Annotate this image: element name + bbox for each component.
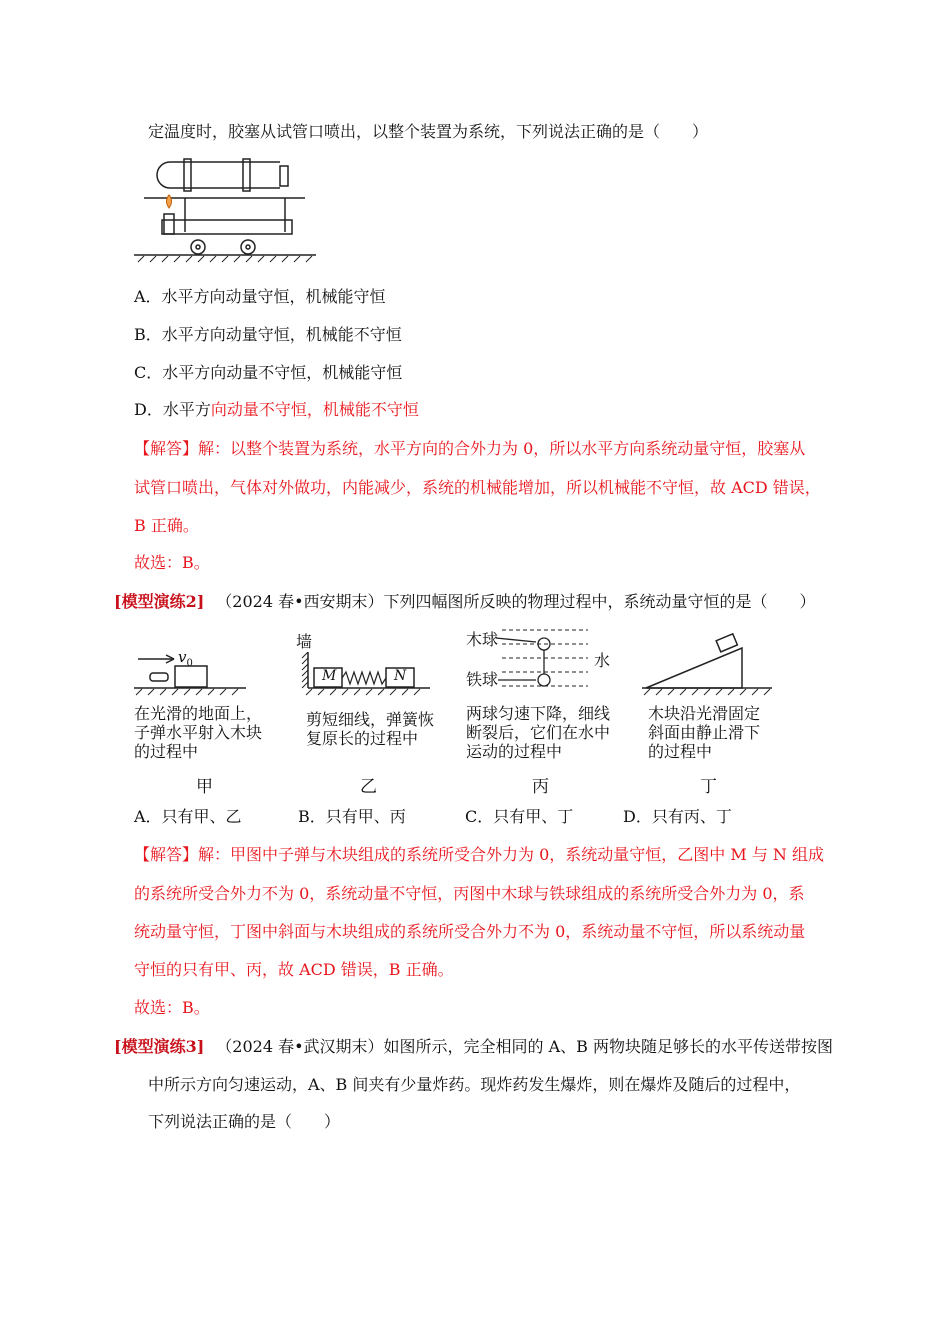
q2-option-a: A．只有甲、乙: [134, 807, 242, 826]
q1-intro: 定温度时，胶塞从试管口喷出，以整个装置为系统，下列说法正确的是（ ）: [148, 122, 709, 141]
fig-yi-diagram: [296, 652, 434, 698]
q3-line1: [114, 1036, 833, 1058]
fig-bing-water: 水: [594, 651, 611, 670]
fig-jia-label: 甲: [196, 777, 213, 797]
fig-yi-wall-label: 墙: [296, 632, 313, 651]
fig-yi-m: M: [322, 668, 337, 684]
q1-choice: 故选：B。: [134, 553, 210, 572]
fig-yi-caption: 剪短细线，弹簧恢 复原长的过程中: [306, 710, 435, 748]
q2-answer-line4: 守恒的只有甲、丙，故 ACD 错误，B 正确。: [134, 960, 454, 979]
q3-line3: 下列说法正确的是（ ）: [148, 1112, 341, 1131]
q1-option-c: C．水平方向动量不守恒，机械能守恒: [134, 363, 403, 382]
q2-option-b: B．只有甲、丙: [298, 807, 406, 826]
fig-ding-caption: 木块沿光滑固定 斜面由静止滑下 的过程中: [648, 704, 761, 761]
q1-answer-line2: 试管口喷出，气体对外做功，内能减少，系统的机械能增加，所以机械能不守恒，故 ACD 错误，: [134, 478, 821, 497]
fig-bing-label: 丙: [532, 777, 549, 797]
q1-option-d-prefix: D．水平方: [134, 400, 211, 419]
fig-jia-v0: $v_0$: [178, 648, 193, 669]
q3-line2: 中所示方向匀速运动，A、B 间夹有少量炸药。现炸药发生爆炸，则在爆炸及随后的过程中，: [148, 1075, 801, 1094]
q2-option-d: D．只有丙、丁: [623, 807, 732, 826]
q1-option-d-red: 向动量不守恒，机械能不守恒: [210, 400, 419, 419]
q1-cart-figure: [130, 152, 320, 268]
q1-answer-line3: B 正确。: [134, 516, 199, 535]
fig-ding-diagram: [642, 630, 776, 696]
q2-stem: （2024 春•西安期末）下列四幅图所反映的物理过程中，系统动量守恒的是（ ）: [216, 592, 816, 611]
fig-yi-n: N: [394, 668, 407, 684]
q2-answer-text1: 解：甲图中子弹与木块组成的系统所受合外力为 0，系统动量守恒，乙图中 M 与 N 组成: [198, 845, 825, 864]
fig-bing-caption: 两球匀速下降，细线 断裂后，它们在水中 运动的过程中: [466, 704, 611, 761]
q1-answer-tag: 【解答】: [134, 439, 199, 458]
q2-answer-line2: 的系统所受合外力不为 0，系统动量不守恒，丙图中木球与铁球组成的系统所受合外力为 0，系: [134, 884, 805, 903]
q1-option-d: [134, 399, 419, 421]
q2-stem-line: [114, 591, 816, 613]
q1-option-a: A．水平方向动量守恒，机械能守恒: [134, 287, 386, 306]
fig-bing-wood: 木球: [466, 630, 499, 649]
q1-answer-text1: 解：以整个装置为系统，水平方向的合外力为 0，所以水平方向系统动量守恒，胶塞从: [198, 439, 806, 458]
q1-option-b: B．水平方向动量守恒，机械能不守恒: [134, 325, 402, 344]
q1-answer-line1: [134, 438, 805, 460]
q2-option-c: C．只有甲、丁: [465, 807, 574, 826]
q2-choice: 故选：B。: [134, 998, 210, 1017]
fig-yi-label: 乙: [360, 777, 377, 797]
q2-answer-line3: 统动量守恒，丁图中斜面与木块组成的系统所受合外力不为 0，系统动量不守恒，所以系统动量: [134, 922, 806, 941]
q2-answer-tag: 【解答】: [134, 845, 199, 864]
q3-tag: [模型演练3]: [114, 1037, 205, 1056]
fig-bing-iron: 铁球: [466, 670, 499, 689]
fig-jia-caption: 在光滑的地面上， 子弹水平射入木块 的过程中: [134, 704, 263, 761]
q2-tag: [模型演练2]: [114, 592, 205, 611]
q3-text1: （2024 春•武汉期末）如图所示，完全相同的 A、B 两物块随足够长的水平传送带按图: [216, 1037, 834, 1056]
fig-ding-label: 丁: [700, 777, 717, 797]
q2-answer-line1: [134, 844, 824, 866]
